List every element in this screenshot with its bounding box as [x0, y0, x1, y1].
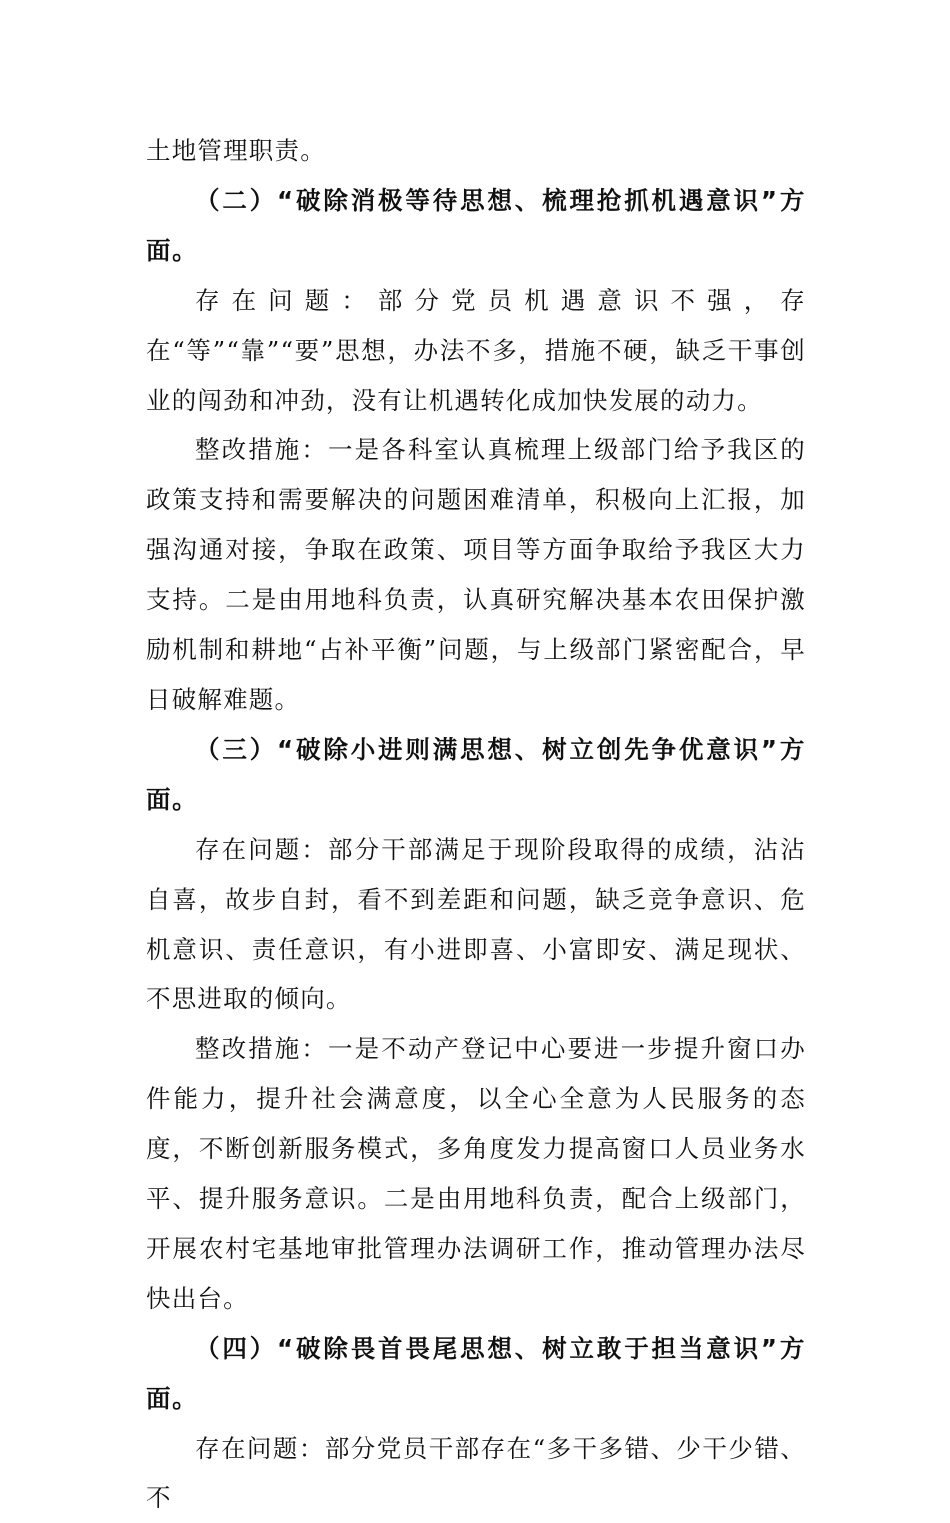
- body-paragraph: 存在问题：部分干部满足于现阶段取得的成绩，沾沾自喜，故步自封，看不到差距和问题，缺乏竞争意识、危机意识、责任意识，有小进即喜、小富即安、满足现状、不思进取的倾向。: [146, 834, 806, 1014]
- section-heading-2: （二）“破除消极等待思想、梳理抢抓机遇意识”方面。: [146, 185, 806, 265]
- section-heading-4: （四）“破除畏首畏尾思想、树立敢于担当意识”方面。: [146, 1333, 806, 1413]
- document-page: [146, 126, 806, 1523]
- section-heading-3: （三）“破除小进则满思想、树立创先争优意识”方面。: [146, 734, 806, 814]
- body-paragraph: 土地管理职责。: [146, 136, 326, 165]
- body-paragraph: 整改措施：一是各科室认真梳理上级部门给予我区的政策支持和需要解决的问题困难清单，积极向上汇报，加强沟通对接，争取在政策、项目等方面争取给予我区大力支持。二是由用地科负责，认真研究解决基本农田保护激励机制和耕地“占补平衡”问题，与上级部门紧密配合，早日破解难题。: [146, 435, 806, 714]
- body-paragraph: 整改措施：一是不动产登记中心要进一步提升窗口办件能力，提升社会满意度，以全心全意为人民服务的态度，不断创新服务模式，多角度发力提高窗口人员业务水平、提升服务意识。二是由用地科负责，配合上级部门，开展农村宅基地审批管理办法调研工作，推动管理办法尽快出台。: [146, 1034, 806, 1313]
- body-paragraph: 存在问题：部分党员干部存在“多干多错、少干少错、不: [146, 1433, 806, 1513]
- body-paragraph: 存在问题：部分党员机遇意识不强，存在“等”“靠”“要”思想，办法不多，措施不硬，缺乏干事创业的闯劲和冲劲，没有让机遇转化成加快发展的动力。: [146, 285, 806, 415]
